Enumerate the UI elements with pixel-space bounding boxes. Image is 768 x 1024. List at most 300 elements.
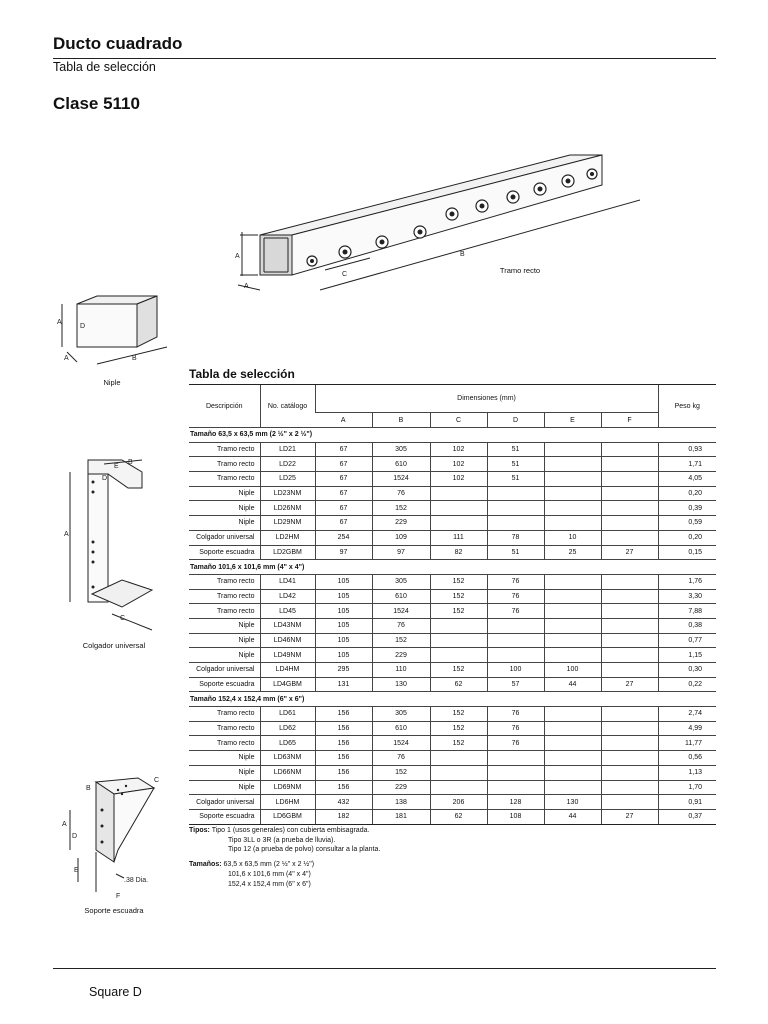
cell-dim-f: 27 bbox=[601, 677, 658, 692]
cell-dim-a: 67 bbox=[315, 486, 372, 501]
header-dim-b: B bbox=[372, 413, 430, 428]
table-row bbox=[189, 486, 716, 501]
dimension-label: F bbox=[116, 893, 121, 900]
cell-peso: 0,91 bbox=[658, 795, 716, 810]
cell-catalogo: LD29NM bbox=[260, 516, 315, 531]
cell-dim-a: 156 bbox=[315, 707, 372, 722]
dimension-label: A bbox=[64, 355, 69, 362]
table-row bbox=[189, 472, 716, 487]
cell-peso: 1,13 bbox=[658, 765, 716, 780]
cell-dim-c: 152 bbox=[430, 736, 487, 751]
cell-descripcion: Tramo recto bbox=[189, 589, 260, 604]
cell-peso: 1,70 bbox=[658, 780, 716, 795]
cell-dim-c bbox=[430, 765, 487, 780]
table-row bbox=[189, 809, 716, 824]
selection-table bbox=[189, 384, 716, 825]
cell-dim-d: 76 bbox=[487, 604, 544, 619]
cell-dim-c bbox=[430, 501, 487, 516]
cell-dim-d: 51 bbox=[487, 457, 544, 472]
table-row bbox=[189, 501, 716, 516]
notes bbox=[189, 826, 380, 894]
cell-dim-c: 206 bbox=[430, 795, 487, 810]
cell-dim-e bbox=[544, 486, 601, 501]
table-row bbox=[189, 618, 716, 633]
dimension-label: A bbox=[64, 531, 69, 538]
cell-dim-f bbox=[601, 501, 658, 516]
cell-catalogo: LD63NM bbox=[260, 751, 315, 766]
tipos-line: Tipo 1 (usos generales) con cubierta embisagrada. bbox=[211, 827, 370, 834]
cell-dim-d: 51 bbox=[487, 472, 544, 487]
cell-dim-c: 152 bbox=[430, 589, 487, 604]
cell-dim-f bbox=[601, 486, 658, 501]
cell-dim-d: 76 bbox=[487, 707, 544, 722]
cell-dim-d: 78 bbox=[487, 530, 544, 545]
cell-peso: 1,76 bbox=[658, 574, 716, 589]
cell-dim-e bbox=[544, 780, 601, 795]
cell-dim-f bbox=[601, 751, 658, 766]
table-row bbox=[189, 574, 716, 589]
cell-catalogo: LD42 bbox=[260, 589, 315, 604]
cell-dim-d: 76 bbox=[487, 736, 544, 751]
soporte-escuadra-illustration bbox=[58, 770, 168, 900]
dimension-label: E bbox=[74, 867, 79, 874]
cell-catalogo: LD4HM bbox=[260, 663, 315, 678]
table-row bbox=[189, 736, 716, 751]
header-catalogo: No. catálogo bbox=[260, 385, 315, 428]
cell-dim-b: 610 bbox=[372, 721, 430, 736]
cell-dim-f bbox=[601, 530, 658, 545]
cell-peso: 0,39 bbox=[658, 501, 716, 516]
tamanos-label: Tamaños: bbox=[189, 861, 222, 869]
cell-catalogo: LD25 bbox=[260, 472, 315, 487]
header-peso: Peso kg bbox=[658, 385, 716, 428]
cell-dim-e bbox=[544, 574, 601, 589]
cell-dim-f bbox=[601, 633, 658, 648]
cell-descripcion: Colgador universal bbox=[189, 530, 260, 545]
cell-peso: 0,59 bbox=[658, 516, 716, 531]
cell-dim-d: 51 bbox=[487, 545, 544, 560]
cell-catalogo: LD6GBM bbox=[260, 809, 315, 824]
cell-descripcion: Tramo recto bbox=[189, 707, 260, 722]
table-row bbox=[189, 442, 716, 457]
dimension-label: A bbox=[244, 283, 249, 290]
dimension-label: B bbox=[460, 251, 465, 258]
header-dim-a: A bbox=[315, 413, 372, 428]
cell-dim-f bbox=[601, 765, 658, 780]
cell-dim-e: 10 bbox=[544, 530, 601, 545]
cell-dim-a: 156 bbox=[315, 765, 372, 780]
cell-dim-e: 130 bbox=[544, 795, 601, 810]
table-row bbox=[189, 780, 716, 795]
table-row bbox=[189, 589, 716, 604]
cell-dim-b: 152 bbox=[372, 633, 430, 648]
cell-dim-e bbox=[544, 765, 601, 780]
cell-peso: 1,71 bbox=[658, 457, 716, 472]
cell-dim-b: 229 bbox=[372, 780, 430, 795]
cell-dim-c: 152 bbox=[430, 574, 487, 589]
cell-descripcion: Tramo recto bbox=[189, 442, 260, 457]
class-title: Clase 5110 bbox=[53, 94, 140, 113]
cell-dim-b: 305 bbox=[372, 574, 430, 589]
cell-dim-d: 108 bbox=[487, 809, 544, 824]
cell-dim-e bbox=[544, 442, 601, 457]
cell-dim-a: 156 bbox=[315, 721, 372, 736]
cell-dim-e bbox=[544, 516, 601, 531]
cell-dim-f bbox=[601, 516, 658, 531]
cell-dim-b: 1524 bbox=[372, 472, 430, 487]
table-row bbox=[189, 545, 716, 560]
tamanos-line: 152,4 x 152,4 mm (6" x 6") bbox=[228, 880, 311, 888]
cell-dim-e bbox=[544, 721, 601, 736]
cell-dim-d bbox=[487, 780, 544, 795]
cell-dim-d bbox=[487, 501, 544, 516]
tipos-line: Tipo 3LL o 3R (a prueba de lluvia). bbox=[228, 836, 336, 844]
cell-dim-f bbox=[601, 780, 658, 795]
cell-dim-a: 156 bbox=[315, 751, 372, 766]
cell-dim-f bbox=[601, 604, 658, 619]
cell-dim-c: 102 bbox=[430, 457, 487, 472]
cell-dim-b: 110 bbox=[372, 663, 430, 678]
table-row bbox=[189, 765, 716, 780]
dimension-label: B bbox=[86, 785, 91, 792]
cell-peso: 0,77 bbox=[658, 633, 716, 648]
cell-dim-b: 610 bbox=[372, 457, 430, 472]
cell-dim-a: 131 bbox=[315, 677, 372, 692]
cell-catalogo: LD49NM bbox=[260, 648, 315, 663]
cell-descripcion: Tramo recto bbox=[189, 736, 260, 751]
cell-dim-c: 152 bbox=[430, 721, 487, 736]
cell-dim-e bbox=[544, 604, 601, 619]
cell-dim-d bbox=[487, 486, 544, 501]
cell-catalogo: LD45 bbox=[260, 604, 315, 619]
cell-dim-b: 152 bbox=[372, 765, 430, 780]
cell-dim-c: 62 bbox=[430, 677, 487, 692]
cell-dim-e bbox=[544, 457, 601, 472]
cell-dim-b: 97 bbox=[372, 545, 430, 560]
cell-dim-a: 105 bbox=[315, 604, 372, 619]
cell-catalogo: LD62 bbox=[260, 721, 315, 736]
cell-peso: 3,30 bbox=[658, 589, 716, 604]
dimension-label: C bbox=[154, 777, 160, 784]
cell-dim-a: 105 bbox=[315, 633, 372, 648]
cell-dim-d bbox=[487, 648, 544, 663]
document-title: Ducto cuadrado bbox=[53, 34, 183, 53]
cell-dim-f bbox=[601, 574, 658, 589]
cell-dim-f bbox=[601, 707, 658, 722]
cell-dim-c: 102 bbox=[430, 472, 487, 487]
cell-dim-a: 182 bbox=[315, 809, 372, 824]
cell-dim-e: 25 bbox=[544, 545, 601, 560]
tamanos-line: 101,6 x 101,6 mm (4" x 4") bbox=[228, 870, 311, 878]
cell-peso: 1,15 bbox=[658, 648, 716, 663]
cell-peso: 4,05 bbox=[658, 472, 716, 487]
tamanos-line: 63,5 x 63,5 mm (2 ½" x 2 ½") bbox=[223, 861, 315, 869]
header-dim-d: D bbox=[487, 413, 544, 428]
cell-dim-e: 100 bbox=[544, 663, 601, 678]
cell-descripcion: Niple bbox=[189, 633, 260, 648]
cell-dim-d: 76 bbox=[487, 574, 544, 589]
cell-dim-b: 229 bbox=[372, 648, 430, 663]
cell-dim-a: 432 bbox=[315, 795, 372, 810]
table-row bbox=[189, 530, 716, 545]
dimension-label: A bbox=[57, 319, 62, 326]
dimension-label: B bbox=[128, 459, 133, 466]
tramo-recto-caption: Tramo recto bbox=[499, 266, 541, 275]
cell-dim-b: 1524 bbox=[372, 736, 430, 751]
cell-descripcion: Niple bbox=[189, 765, 260, 780]
cell-dim-b: 76 bbox=[372, 486, 430, 501]
tipos-note bbox=[189, 826, 380, 855]
cell-dim-c bbox=[430, 486, 487, 501]
cell-dim-f bbox=[601, 721, 658, 736]
cell-descripcion: Niple bbox=[189, 618, 260, 633]
tipos-label: Tipos: bbox=[189, 827, 210, 834]
dimension-label: .38 Dia. bbox=[124, 877, 149, 884]
cell-dim-a: 67 bbox=[315, 516, 372, 531]
table-row bbox=[189, 751, 716, 766]
cell-descripcion: Colgador universal bbox=[189, 795, 260, 810]
cell-dim-a: 105 bbox=[315, 574, 372, 589]
cell-dim-b: 305 bbox=[372, 707, 430, 722]
cell-catalogo: LD26NM bbox=[260, 501, 315, 516]
colgador-universal-illustration bbox=[62, 452, 172, 642]
cell-descripcion: Soporte escuadra bbox=[189, 545, 260, 560]
cell-dim-c: 111 bbox=[430, 530, 487, 545]
table-title: Tabla de selección bbox=[189, 367, 295, 381]
cell-dim-e: 44 bbox=[544, 677, 601, 692]
table-row bbox=[189, 721, 716, 736]
cell-catalogo: LD23NM bbox=[260, 486, 315, 501]
cell-dim-f bbox=[601, 442, 658, 457]
dimension-label: C bbox=[342, 271, 348, 278]
cell-peso: 0,93 bbox=[658, 442, 716, 457]
cell-dim-f bbox=[601, 618, 658, 633]
cell-dim-d bbox=[487, 765, 544, 780]
cell-dim-d: 57 bbox=[487, 677, 544, 692]
cell-dim-e bbox=[544, 589, 601, 604]
cell-dim-f bbox=[601, 648, 658, 663]
footer-brand: Square D bbox=[89, 985, 142, 999]
table-body bbox=[189, 428, 716, 825]
tipos-line: Tipo 12 (a prueba de polvo) consultar a la planta. bbox=[228, 846, 381, 854]
cell-descripcion: Tramo recto bbox=[189, 604, 260, 619]
dimension-label: A bbox=[235, 253, 240, 260]
cell-peso: 0,30 bbox=[658, 663, 716, 678]
table-row bbox=[189, 663, 716, 678]
cell-catalogo: LD43NM bbox=[260, 618, 315, 633]
cell-catalogo: LD22 bbox=[260, 457, 315, 472]
cell-dim-e bbox=[544, 707, 601, 722]
cell-dim-a: 295 bbox=[315, 663, 372, 678]
cell-dim-e bbox=[544, 751, 601, 766]
cell-dim-b: 181 bbox=[372, 809, 430, 824]
cell-peso: 0,56 bbox=[658, 751, 716, 766]
cell-dim-c: 62 bbox=[430, 809, 487, 824]
cell-peso: 7,88 bbox=[658, 604, 716, 619]
cell-peso: 0,20 bbox=[658, 530, 716, 545]
cell-catalogo: LD6HM bbox=[260, 795, 315, 810]
cell-descripcion: Tramo recto bbox=[189, 721, 260, 736]
cell-peso: 0,20 bbox=[658, 486, 716, 501]
size-group-row bbox=[189, 692, 716, 707]
cell-dim-c: 152 bbox=[430, 663, 487, 678]
cell-descripcion: Niple bbox=[189, 751, 260, 766]
cell-dim-d bbox=[487, 633, 544, 648]
cell-dim-f: 27 bbox=[601, 545, 658, 560]
cell-dim-b: 305 bbox=[372, 442, 430, 457]
cell-peso: 2,74 bbox=[658, 707, 716, 722]
table-row bbox=[189, 677, 716, 692]
size-group-title: Tamaño 63,5 x 63,5 mm (2 ½" x 2 ½") bbox=[189, 428, 716, 443]
cell-descripcion: Tramo recto bbox=[189, 472, 260, 487]
cell-dim-e bbox=[544, 648, 601, 663]
cell-dim-e bbox=[544, 472, 601, 487]
cell-catalogo: LD65 bbox=[260, 736, 315, 751]
cell-dim-a: 254 bbox=[315, 530, 372, 545]
footer-divider bbox=[53, 968, 716, 969]
table-row bbox=[189, 604, 716, 619]
cell-dim-b: 610 bbox=[372, 589, 430, 604]
soporte-escuadra-caption: Soporte escuadra bbox=[84, 906, 144, 915]
niple-caption: Niple bbox=[103, 378, 121, 387]
cell-dim-d bbox=[487, 516, 544, 531]
cell-dim-a: 67 bbox=[315, 501, 372, 516]
cell-dim-f bbox=[601, 457, 658, 472]
size-group-row bbox=[189, 428, 716, 443]
cell-dim-e bbox=[544, 736, 601, 751]
cell-dim-f bbox=[601, 589, 658, 604]
cell-catalogo: LD21 bbox=[260, 442, 315, 457]
cell-dim-d bbox=[487, 618, 544, 633]
cell-descripcion: Soporte escuadra bbox=[189, 677, 260, 692]
tramo-recto-illustration bbox=[230, 140, 620, 310]
size-group-row bbox=[189, 560, 716, 575]
niple-illustration bbox=[52, 292, 172, 372]
cell-dim-a: 156 bbox=[315, 780, 372, 795]
cell-dim-f bbox=[601, 736, 658, 751]
cell-dim-f: 27 bbox=[601, 809, 658, 824]
cell-dim-a: 105 bbox=[315, 589, 372, 604]
cell-dim-c bbox=[430, 648, 487, 663]
cell-descripcion: Niple bbox=[189, 501, 260, 516]
header-dim-f: F bbox=[601, 413, 658, 428]
table-row bbox=[189, 516, 716, 531]
colgador-universal-caption: Colgador universal bbox=[82, 641, 146, 650]
cell-catalogo: LD2HM bbox=[260, 530, 315, 545]
dimension-label: A bbox=[62, 821, 67, 828]
header-dim-e: E bbox=[544, 413, 601, 428]
table-row bbox=[189, 648, 716, 663]
cell-dim-f bbox=[601, 795, 658, 810]
cell-peso: 11,77 bbox=[658, 736, 716, 751]
cell-dim-b: 229 bbox=[372, 516, 430, 531]
cell-descripcion: Tramo recto bbox=[189, 457, 260, 472]
cell-dim-b: 138 bbox=[372, 795, 430, 810]
cell-dim-c bbox=[430, 516, 487, 531]
cell-catalogo: LD46NM bbox=[260, 633, 315, 648]
dimension-label: C bbox=[120, 615, 126, 622]
cell-dim-d: 128 bbox=[487, 795, 544, 810]
cell-catalogo: LD2GBM bbox=[260, 545, 315, 560]
tamanos-note bbox=[189, 860, 380, 889]
dimension-label: D bbox=[80, 323, 86, 330]
cell-dim-c bbox=[430, 633, 487, 648]
cell-dim-d: 76 bbox=[487, 721, 544, 736]
cell-dim-c: 102 bbox=[430, 442, 487, 457]
cell-descripcion: Colgador universal bbox=[189, 663, 260, 678]
cell-catalogo: LD41 bbox=[260, 574, 315, 589]
cell-descripcion: Niple bbox=[189, 780, 260, 795]
cell-descripcion: Niple bbox=[189, 648, 260, 663]
cell-descripcion: Niple bbox=[189, 516, 260, 531]
dimension-label: D bbox=[102, 475, 108, 482]
header-dimensiones: Dimensiones (mm) bbox=[315, 385, 658, 413]
cell-dim-b: 130 bbox=[372, 677, 430, 692]
cell-dim-b: 109 bbox=[372, 530, 430, 545]
cell-dim-f bbox=[601, 663, 658, 678]
cell-descripcion: Niple bbox=[189, 486, 260, 501]
dimension-label: B bbox=[132, 355, 137, 362]
title-divider bbox=[53, 58, 716, 59]
cell-peso: 4,99 bbox=[658, 721, 716, 736]
table-row bbox=[189, 795, 716, 810]
cell-dim-a: 156 bbox=[315, 736, 372, 751]
cell-dim-b: 1524 bbox=[372, 604, 430, 619]
cell-dim-b: 152 bbox=[372, 501, 430, 516]
cell-peso: 0,22 bbox=[658, 677, 716, 692]
cell-dim-d bbox=[487, 751, 544, 766]
cell-dim-e bbox=[544, 501, 601, 516]
cell-dim-a: 105 bbox=[315, 648, 372, 663]
cell-dim-d: 76 bbox=[487, 589, 544, 604]
cell-catalogo: LD4GBM bbox=[260, 677, 315, 692]
cell-dim-b: 76 bbox=[372, 618, 430, 633]
cell-peso: 0,38 bbox=[658, 618, 716, 633]
cell-dim-a: 97 bbox=[315, 545, 372, 560]
cell-dim-b: 76 bbox=[372, 751, 430, 766]
dimension-label: E bbox=[114, 463, 119, 470]
cell-dim-c: 82 bbox=[430, 545, 487, 560]
cell-dim-c bbox=[430, 780, 487, 795]
cell-dim-a: 67 bbox=[315, 472, 372, 487]
cell-dim-c bbox=[430, 618, 487, 633]
cell-dim-e bbox=[544, 618, 601, 633]
document-subtitle: Tabla de selección bbox=[53, 60, 156, 74]
cell-dim-c: 152 bbox=[430, 604, 487, 619]
cell-peso: 0,37 bbox=[658, 809, 716, 824]
cell-dim-a: 67 bbox=[315, 442, 372, 457]
cell-dim-a: 67 bbox=[315, 457, 372, 472]
cell-dim-e: 44 bbox=[544, 809, 601, 824]
cell-dim-d: 51 bbox=[487, 442, 544, 457]
cell-catalogo: LD69NM bbox=[260, 780, 315, 795]
header-dim-c: C bbox=[430, 413, 487, 428]
cell-dim-c bbox=[430, 751, 487, 766]
table-row bbox=[189, 457, 716, 472]
size-group-title: Tamaño 101,6 x 101,6 mm (4" x 4") bbox=[189, 560, 716, 575]
cell-peso: 0,15 bbox=[658, 545, 716, 560]
dimension-label: D bbox=[72, 833, 78, 840]
size-group-title: Tamaño 152,4 x 152,4 mm (6" x 6") bbox=[189, 692, 716, 707]
cell-dim-d: 100 bbox=[487, 663, 544, 678]
table-row bbox=[189, 633, 716, 648]
cell-descripcion: Soporte escuadra bbox=[189, 809, 260, 824]
cell-dim-f bbox=[601, 472, 658, 487]
cell-descripcion: Tramo recto bbox=[189, 574, 260, 589]
header-descripcion: Descripción bbox=[189, 385, 260, 428]
cell-catalogo: LD66NM bbox=[260, 765, 315, 780]
cell-dim-e bbox=[544, 633, 601, 648]
